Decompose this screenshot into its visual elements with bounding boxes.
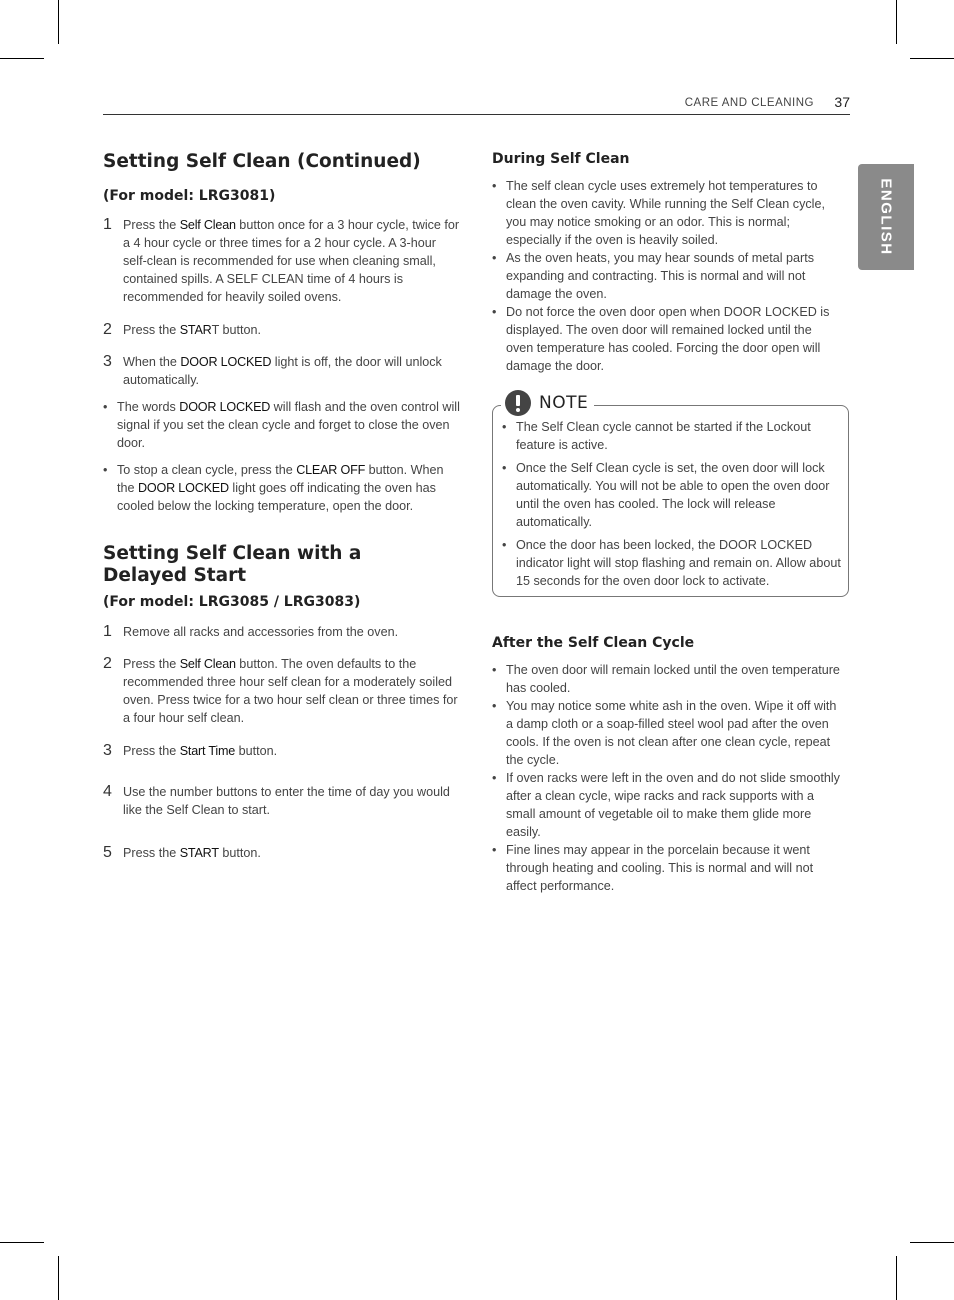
bullet-item: • You may notice some white ash in the oven. Wipe it off with a damp cloth or a soap-filled steel wool pad after the oven cools. If the oven is not clean after one clean cycle, repeat the cycle. xyxy=(492,697,842,769)
button-name: Start Time xyxy=(179,744,236,758)
subsection-heading: During Self Clean xyxy=(492,151,630,167)
note-label: NOTE xyxy=(539,393,589,413)
step-text: Press the START button. xyxy=(123,323,262,337)
button-name: Self Clean xyxy=(179,218,236,232)
step-item xyxy=(103,623,463,641)
step-text: When the DOOR LOCKED light is off, the door will unlock automatically. xyxy=(123,355,442,387)
step-text: Press the Self Clean button once for a 3 hour cycle, twice for a 4 hour cycle or three times for a 2 hour cycle. A 3-hour self-clean is recommended for use when cleaning small, contained spills. A SELF CLEAN time of 4 hours is recommended for heavily soiled ovens. xyxy=(123,218,460,304)
note-text: Once the Self Clean cycle is set, the oven door will lock automatically. You will not be able to open the oven door until the oven has cooled. The lock will release automatically. xyxy=(516,461,830,529)
crop-mark xyxy=(896,0,897,44)
step-number: 3 xyxy=(103,742,112,759)
step-text: Use the number buttons to enter the time of day you would like the Self Clean to start. xyxy=(123,785,450,817)
section-title: CARE AND CLEANING xyxy=(684,97,814,109)
step-text: Press the Start Time button. xyxy=(123,744,278,758)
after-clean-section xyxy=(492,634,842,895)
note-item: • Once the Self Clean cycle is set, the oven door will lock automatically. You will not be able to open the oven door until the oven has cooled. The lock will release automatically. xyxy=(502,459,842,531)
note-body xyxy=(502,418,842,590)
step-text: Press the START button. xyxy=(123,846,261,860)
crop-mark xyxy=(0,1242,44,1243)
step-number: 2 xyxy=(103,655,112,672)
step-item xyxy=(103,783,463,819)
bullet-item: • The words DOOR LOCKED will flash and the oven control will signal if you set the clean cycle and forget to close the oven door. xyxy=(103,398,463,452)
bullet-item: • Do not force the oven door open when DOOR LOCKED is displayed. The oven door will remained locked until the oven temperature has cooled. Forcing the door open will damage the door. xyxy=(492,303,842,375)
left-column xyxy=(103,148,463,862)
section-heading: Setting Self Clean (Continued) xyxy=(103,151,421,172)
crop-mark xyxy=(58,1256,59,1300)
step-item xyxy=(103,742,463,760)
step-number: 1 xyxy=(103,623,112,640)
crop-mark xyxy=(896,1256,897,1300)
note-item: • Once the door has been locked, the DOOR LOCKED indicator light will stop flashing and remain on. Allow about 15 seconds for the oven door lock to activate. xyxy=(502,538,841,588)
step-text: Press the Self Clean button. The oven defaults to the recommended three hour self clean for a moderately soiled oven. Press twice for a two hour self clean or three times for a four hour self clean. xyxy=(123,657,458,725)
crop-mark xyxy=(0,58,44,59)
bullet-item: • As the oven heats, you may hear sounds of metal parts expanding and contracting. This is normal and will not damage the oven. xyxy=(492,249,842,303)
step-item xyxy=(103,353,463,389)
step-number: 1 xyxy=(103,216,112,233)
indicator-name: DOOR LOCKED xyxy=(180,355,272,369)
subsection-heading: After the Self Clean Cycle xyxy=(492,635,695,651)
page-number: 37 xyxy=(834,94,850,110)
step-item xyxy=(103,844,463,862)
step-text: Remove all racks and accessories from the oven. xyxy=(123,625,399,639)
language-tab-label: ENGLISH xyxy=(877,178,895,256)
model-subheading: (For model: LRG3081) xyxy=(103,188,276,204)
button-name: STAR xyxy=(179,323,212,337)
bullet-item: • The self clean cycle uses extremely hot temperatures to clean the oven cavity. While running the Self Clean cycle, you may notice smoking or an odor. This is normal; especially if the oven is heavily soiled. xyxy=(492,177,842,249)
bullet-text: The oven door will remain locked until the oven temperature has cooled. xyxy=(506,663,840,695)
crop-mark xyxy=(910,58,954,59)
note-header xyxy=(501,390,594,416)
section-heading: Setting Self Clean with a Delayed Start xyxy=(103,543,362,586)
step-number: 4 xyxy=(103,783,112,800)
step-item xyxy=(103,655,463,727)
step-item xyxy=(103,321,463,339)
exclamation-icon xyxy=(505,390,531,416)
bullet-text: The self clean cycle uses extremely hot temperatures to clean the oven cavity. While running the Self Clean cycle, you may notice smoking or an odor. This is normal; especially if the oven is heavily soiled. xyxy=(506,179,825,247)
step-number: 5 xyxy=(103,844,112,861)
bullet-item: • To stop a clean cycle, press the CLEAR OFF button. When the DOOR LOCKED light goes off indicating the oven has cooled below the locking temperature, open the door. xyxy=(103,461,463,515)
crop-mark xyxy=(58,0,59,44)
bullet-item: • If oven racks were left in the oven and do not slide smoothly after a clean cycle, wipe racks and rack supports with a small amount of vegetable oil to make them glide more easily. xyxy=(492,769,842,841)
bullet-item: • The oven door will remain locked until the oven temperature has cooled. xyxy=(492,661,842,697)
bullet-list xyxy=(492,177,842,375)
bullet-text: If oven racks were left in the oven and do not slide smoothly after a clean cycle, wipe racks and rack supports with a small amount of vegetable oil to make them glide more easily. xyxy=(506,771,840,839)
step-item xyxy=(103,216,463,306)
button-name: Self Clean xyxy=(179,657,236,671)
bullet-text: You may notice some white ash in the oven. Wipe it off with a damp cloth or a soap-filled steel wool pad after the oven cools. If the oven is not clean after one clean cycle, repeat the cycle. xyxy=(506,699,837,767)
step-number: 3 xyxy=(103,353,112,370)
bullet-text: To stop a clean cycle, press the CLEAR OFF button. When the DOOR LOCKED light goes off indicating the oven has cooled below the locking temperature, open the door. xyxy=(117,463,444,513)
bullet-text: Do not force the oven door open when DOOR LOCKED is displayed. The oven door will remained locked until the oven temperature has cooled. Forcing the door open will damage the door. xyxy=(506,305,830,373)
note-text: Once the door has been locked, the DOOR LOCKED indicator light will stop flashing and remain on. Allow about 15 seconds for the oven door lock to activate. xyxy=(516,538,841,588)
step-number: 2 xyxy=(103,321,112,338)
language-tab xyxy=(858,164,914,270)
bullet-list xyxy=(492,661,842,895)
right-column xyxy=(492,148,842,375)
crop-mark xyxy=(910,1242,954,1243)
note-item: • The Self Clean cycle cannot be started if the Lockout feature is active. xyxy=(502,418,842,454)
bullet-text: As the oven heats, you may hear sounds of metal parts expanding and contracting. This is normal and will not damage the oven. xyxy=(506,251,815,301)
bullet-text: Fine lines may appear in the porcelain because it went through heating and cooling. This is normal and will not affect performance. xyxy=(506,843,814,893)
note-box xyxy=(492,393,849,597)
running-head xyxy=(103,94,850,115)
note-text: The Self Clean cycle cannot be started if the Lockout feature is active. xyxy=(516,420,811,452)
bullet-item: • Fine lines may appear in the porcelain because it went through heating and cooling. This is normal and will not affect performance. xyxy=(492,841,842,895)
button-name: START xyxy=(179,846,219,860)
bullet-text: The words DOOR LOCKED will flash and the oven control will signal if you set the clean cycle and forget to close the oven door. xyxy=(117,400,460,450)
model-subheading: (For model: LRG3085 / LRG3083) xyxy=(103,594,361,610)
